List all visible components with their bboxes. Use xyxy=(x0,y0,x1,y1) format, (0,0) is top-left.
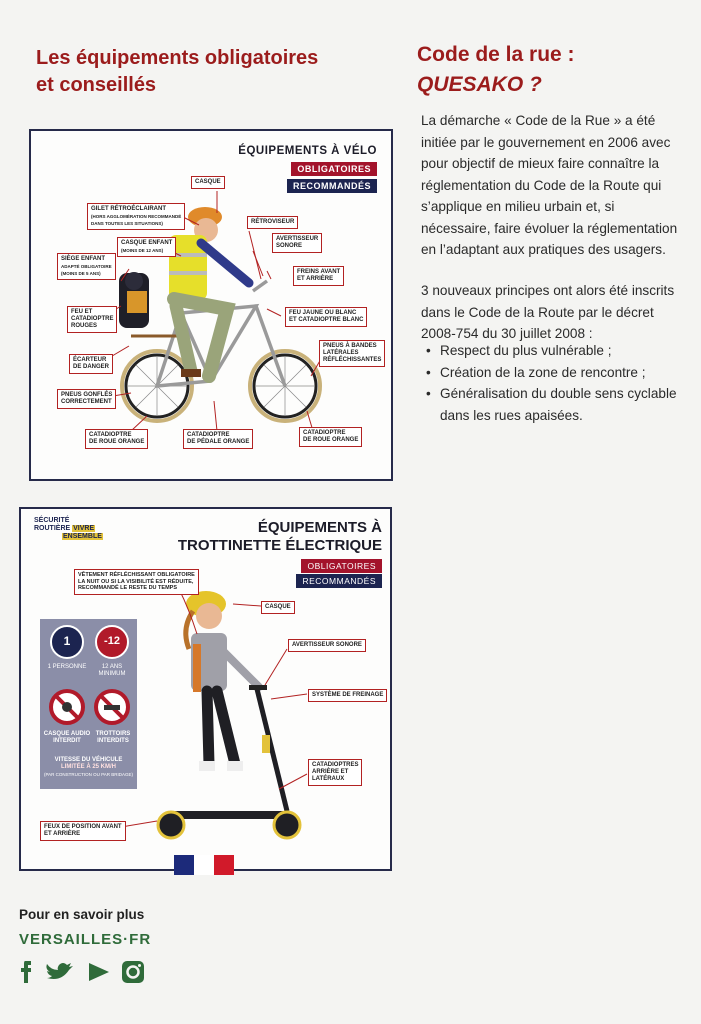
label-cata-roue-1: CATADIOPTRE DE ROUE ORANGE xyxy=(85,429,148,449)
scooter-stem xyxy=(257,689,287,811)
scooter-front-wheel xyxy=(274,812,300,838)
recommended-badge: RECOMMANDÉS xyxy=(296,574,382,588)
bike-panel-title: ÉQUIPEMENTS À VÉLO xyxy=(238,145,377,157)
age-label: 12 ANS MINIMUM xyxy=(98,664,126,677)
label-casque: CASQUE xyxy=(191,176,225,189)
social-icons xyxy=(17,958,157,984)
age-icon: -12 xyxy=(104,635,120,647)
principles-list xyxy=(421,340,691,426)
recommended-badge: RECOMMANDÉS xyxy=(287,179,377,193)
label-retroviseur: RÉTROVISEUR xyxy=(247,216,298,229)
label-casque: CASQUE xyxy=(261,601,295,614)
list-item: • Respect du plus vulnérable ; xyxy=(421,340,691,362)
label-feu-rouge: FEU ET CATADIOPTRE ROUGES xyxy=(67,306,117,333)
label-ecarteur: ÉCARTEUR DE DANGER xyxy=(69,354,113,374)
mandatory-badge: OBLIGATOIRES xyxy=(291,162,377,176)
one-person-label: 1 PERSONNE xyxy=(47,664,87,670)
intro-paragraph: La démarche « Code de la Rue » a été initiée par le gouvernement en 2006 avec pour objectif de mieux faire connaître la réglementation du Code de la Route qui s’applique en milieu urbain et, si nécessaire, faire évoluer la réglementation en l’adaptant aux pratiques des usagers. xyxy=(421,113,678,257)
scooter-title-2: TROTTINETTE ÉLECTRIQUE xyxy=(177,537,382,554)
youtube-icon[interactable] xyxy=(89,963,109,981)
label-avertisseur: AVERTISSEUR SONORE xyxy=(288,639,366,652)
label-casque-enfant: CASQUE ENFANT (MOINS DE 12 ANS) xyxy=(117,237,176,257)
label-gilet: GILET RÉTROÉCLAIRANT (HORS AGGLOMÉRATION RECOMMANDÉ DANS TOUTES LES SITUATIONS) xyxy=(87,203,185,230)
scooter-deck xyxy=(171,811,291,819)
audio-label: CASQUE AUDIO INTERDIT xyxy=(43,731,91,744)
rider-shoe xyxy=(181,369,201,377)
scooter-panel xyxy=(19,507,392,871)
speed-label: VITESSE DU VÉHICULE LIMITÉE À 25 KM/H (PAR CONSTRUCTION OU PAR BRIDAGE) xyxy=(43,757,134,777)
child-body xyxy=(127,291,147,313)
label-catadioptres: CATADIOPTRES ARRIÈRE ET LATÉRAUX xyxy=(308,759,362,786)
label-pneus: PNEUS GONFLÉS CORRECTEMENT xyxy=(57,389,116,409)
more-info-label: Pour en savoir plus xyxy=(19,907,145,922)
mandatory-badge: OBLIGATOIRES xyxy=(301,559,382,573)
right-title-line2: QUESAKO ? xyxy=(417,73,542,96)
rider-shoe xyxy=(227,761,243,771)
bike-panel xyxy=(29,129,393,481)
vest-stripe xyxy=(169,271,207,275)
label-freinage: SYSTÈME DE FREINAGE xyxy=(308,689,387,702)
child-head xyxy=(125,272,143,290)
twitter-icon[interactable] xyxy=(46,963,73,979)
label-gilet: VÊTEMENT RÉFLÉCHISSANT OBLIGATOIRE LA NUIT OU SI LA VISIBILITÉ EST RÉDUITE, RECOMMANDÉ LE RESTE DU TEMPS xyxy=(74,569,199,595)
label-avertisseur: AVERTISSEUR SONORE xyxy=(272,233,322,253)
rider-shoe xyxy=(199,761,215,771)
one-person-icon: 1 xyxy=(63,634,71,648)
rider-vest xyxy=(193,644,201,692)
sidewalk-label: TROTTOIRS INTERDITS xyxy=(95,731,131,744)
label-siege: SIÈGE ENFANT ADAPTÉ OBLIGATOIRE (MOINS DE 5 ANS) xyxy=(57,253,116,280)
republique-francaise-logo xyxy=(174,855,234,881)
securite-routiere-logo: SÉCURITÉ ROUTIÈRE VIVRE ENSEMBLE xyxy=(34,517,102,540)
facebook-icon[interactable] xyxy=(21,961,31,983)
rider-legs xyxy=(207,691,235,764)
label-cata-pedale: CATADIOPTRE DE PÉDALE ORANGE xyxy=(183,429,253,449)
rider-head xyxy=(196,603,222,629)
label-feux: FEUX DE POSITION AVANT ET ARRIÈRE xyxy=(40,821,126,841)
principles-intro: 3 nouveaux principes ont alors été inscrits dans le Code de la Route par le décret 2008-754 du 30 juillet 2008 : xyxy=(421,283,675,341)
list-item: • Généralisation du double sens cyclable dans les rues apaisées. xyxy=(421,383,691,426)
right-title-line1: Code de la rue : xyxy=(417,43,575,66)
versailles-link[interactable]: VERSAILLES·FR xyxy=(19,931,152,948)
instagram-icon[interactable] xyxy=(122,961,144,983)
label-pneus-bandes: PNEUS À BANDES LATÉRALES RÉFLÉCHISSANTES xyxy=(319,340,385,367)
left-title: Les équipements obligatoires et conseillés xyxy=(36,47,319,96)
label-cata-roue-2: CATADIOPTRE DE ROUE ORANGE xyxy=(299,427,362,447)
list-item: • Création de la zone de rencontre ; xyxy=(421,362,691,384)
rider-arm xyxy=(201,243,249,283)
rider-leg2 xyxy=(176,306,191,371)
label-feu-jaune: FEU JAUNE OU BLANC ET CATADIOPTRE BLANC xyxy=(285,307,367,327)
scooter-title-1: ÉQUIPEMENTS À xyxy=(257,519,382,536)
scooter-handlebar xyxy=(249,685,267,690)
label-freins: FREINS AVANT ET ARRIÈRE xyxy=(293,266,344,286)
scooter-rear-wheel xyxy=(158,812,184,838)
scooter-light xyxy=(262,735,270,753)
